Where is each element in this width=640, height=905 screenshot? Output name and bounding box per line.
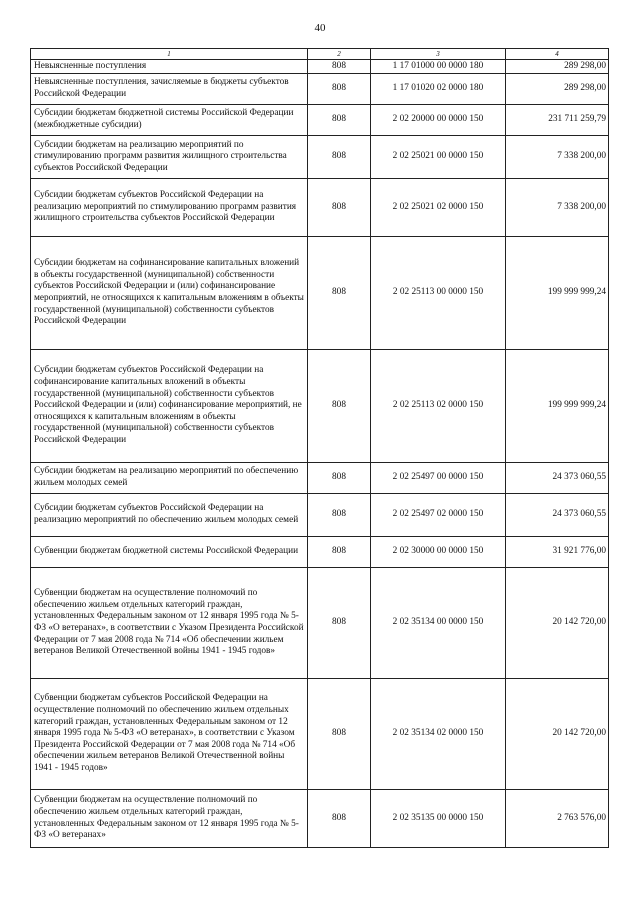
row-admin-code: 808 xyxy=(308,679,371,790)
row-admin-code: 808 xyxy=(308,790,371,848)
row-budget-code: 2 02 25497 00 0000 150 xyxy=(371,463,506,494)
row-budget-code: 2 02 25113 02 0000 150 xyxy=(371,350,506,463)
row-amount: 199 999 999,24 xyxy=(506,237,609,350)
row-admin-code: 808 xyxy=(308,136,371,179)
row-budget-code: 2 02 20000 00 0000 150 xyxy=(371,105,506,136)
column-number-3: 3 xyxy=(371,49,506,60)
row-amount: 2 763 576,00 xyxy=(506,790,609,848)
row-admin-code: 808 xyxy=(308,568,371,679)
table-row xyxy=(31,179,609,237)
row-amount: 24 373 060,55 xyxy=(506,463,609,494)
row-amount: 24 373 060,55 xyxy=(506,494,609,537)
row-name: Субсидии бюджетам субъектов Российской Федерации на софинансирование капитальных вложений в объекты государственной (муниципальной) собственности субъектов Российской Федерации и (или) софинансирование мероприятий, не относящихся к капитальным вложениям в объекты государственной (муниципальной) собственности субъектов Российской Федерации xyxy=(31,350,308,463)
table-row xyxy=(31,494,609,537)
row-budget-code: 2 02 35135 00 0000 150 xyxy=(371,790,506,848)
row-admin-code: 808 xyxy=(308,350,371,463)
row-admin-code: 808 xyxy=(308,74,371,105)
row-name: Невыясненные поступления xyxy=(31,60,308,74)
row-amount: 231 711 259,79 xyxy=(506,105,609,136)
row-budget-code: 1 17 01000 00 0000 180 xyxy=(371,60,506,74)
row-name: Невыясненные поступления, зачисляемые в бюджеты субъектов Российской Федерации xyxy=(31,74,308,105)
row-admin-code: 808 xyxy=(308,237,371,350)
table-row xyxy=(31,105,609,136)
row-admin-code: 808 xyxy=(308,463,371,494)
row-budget-code: 2 02 25113 00 0000 150 xyxy=(371,237,506,350)
row-budget-code: 2 02 30000 00 0000 150 xyxy=(371,537,506,568)
row-admin-code: 808 xyxy=(308,179,371,237)
row-amount: 289 298,00 xyxy=(506,60,609,74)
row-admin-code: 808 xyxy=(308,494,371,537)
row-name: Субвенции бюджетам на осуществление полномочий по обеспечению жильем отдельных категорий граждан, установленных Федеральным законом от 12 января 1995 года № 5-ФЗ «О ветеранах», в соответствии с Указом Президента Российской Федерации от 7 мая 2008 года № 714 «Об обеспечении жильем ветеранов Великой Отечественной войны 1941 - 1945 годов» xyxy=(31,568,308,679)
table-row xyxy=(31,568,609,679)
budget-table xyxy=(30,48,609,848)
table-body xyxy=(31,49,609,848)
row-amount: 20 142 720,00 xyxy=(506,568,609,679)
row-name: Субвенции бюджетам субъектов Российской Федерации на осуществление полномочий по обеспечению жильем отдельных категорий граждан, установленных Федеральным законом от 12 января 1995 года № 5-ФЗ «О ветеранах», в соответствии с Указом Президента Российской Федерации от 7 мая 2008 года № 714 «Об обеспечении жильем ветеранов Великой Отечественной войны 1941 - 1945 годов» xyxy=(31,679,308,790)
row-budget-code: 2 02 25497 02 0000 150 xyxy=(371,494,506,537)
row-budget-code: 1 17 01020 02 0000 180 xyxy=(371,74,506,105)
page-number: 40 xyxy=(314,22,326,34)
row-name: Субсидии бюджетам субъектов Российской Федерации на реализацию мероприятий по обеспечению жильем молодых семей xyxy=(31,494,308,537)
row-name: Субсидии бюджетам субъектов Российской Федерации на реализацию мероприятий по стимулированию программ развития жилищного строительства субъектов Российской Федерации xyxy=(31,179,308,237)
table-row xyxy=(31,60,609,74)
row-name: Субвенции бюджетам на осуществление полномочий по обеспечению жильем отдельных категорий граждан, установленных Федеральным законом от 12 января 1995 года № 5-ФЗ «О ветеранах» xyxy=(31,790,308,848)
row-name: Субсидии бюджетам на софинансирование капитальных вложений в объекты государственной (муниципальной) собственности субъектов Российской Федерации и (или) софинансирование мероприятий, не относящихся к капитальным вложениям в объекты государственной (муниципальной) собственности субъектов Российской Федерации xyxy=(31,237,308,350)
row-budget-code: 2 02 35134 00 0000 150 xyxy=(371,568,506,679)
table-row xyxy=(31,237,609,350)
column-number-row xyxy=(31,49,609,60)
row-amount: 289 298,00 xyxy=(506,74,609,105)
column-number-4: 4 xyxy=(506,49,609,60)
row-amount: 20 142 720,00 xyxy=(506,679,609,790)
row-admin-code: 808 xyxy=(308,537,371,568)
row-admin-code: 808 xyxy=(308,105,371,136)
row-name: Субвенции бюджетам бюджетной системы Российской Федерации xyxy=(31,537,308,568)
row-name: Субсидии бюджетам на реализацию мероприятий по обеспечению жильем молодых семей xyxy=(31,463,308,494)
row-amount: 199 999 999,24 xyxy=(506,350,609,463)
row-name: Субсидии бюджетам бюджетной системы Российской Федерации (межбюджетные субсидии) xyxy=(31,105,308,136)
row-admin-code: 808 xyxy=(308,60,371,74)
table-row xyxy=(31,136,609,179)
row-budget-code: 2 02 35134 02 0000 150 xyxy=(371,679,506,790)
table-row xyxy=(31,679,609,790)
row-amount: 7 338 200,00 xyxy=(506,179,609,237)
table-row xyxy=(31,350,609,463)
table-row xyxy=(31,790,609,848)
row-name: Субсидии бюджетам на реализацию мероприятий по стимулированию программ развития жилищного строительства субъектов Российской Федерации xyxy=(31,136,308,179)
row-budget-code: 2 02 25021 02 0000 150 xyxy=(371,179,506,237)
row-budget-code: 2 02 25021 00 0000 150 xyxy=(371,136,506,179)
column-number-1: 1 xyxy=(31,49,308,60)
column-number-2: 2 xyxy=(308,49,371,60)
table-row xyxy=(31,74,609,105)
row-amount: 31 921 776,00 xyxy=(506,537,609,568)
row-amount: 7 338 200,00 xyxy=(506,136,609,179)
table-row xyxy=(31,537,609,568)
table-row xyxy=(31,463,609,494)
